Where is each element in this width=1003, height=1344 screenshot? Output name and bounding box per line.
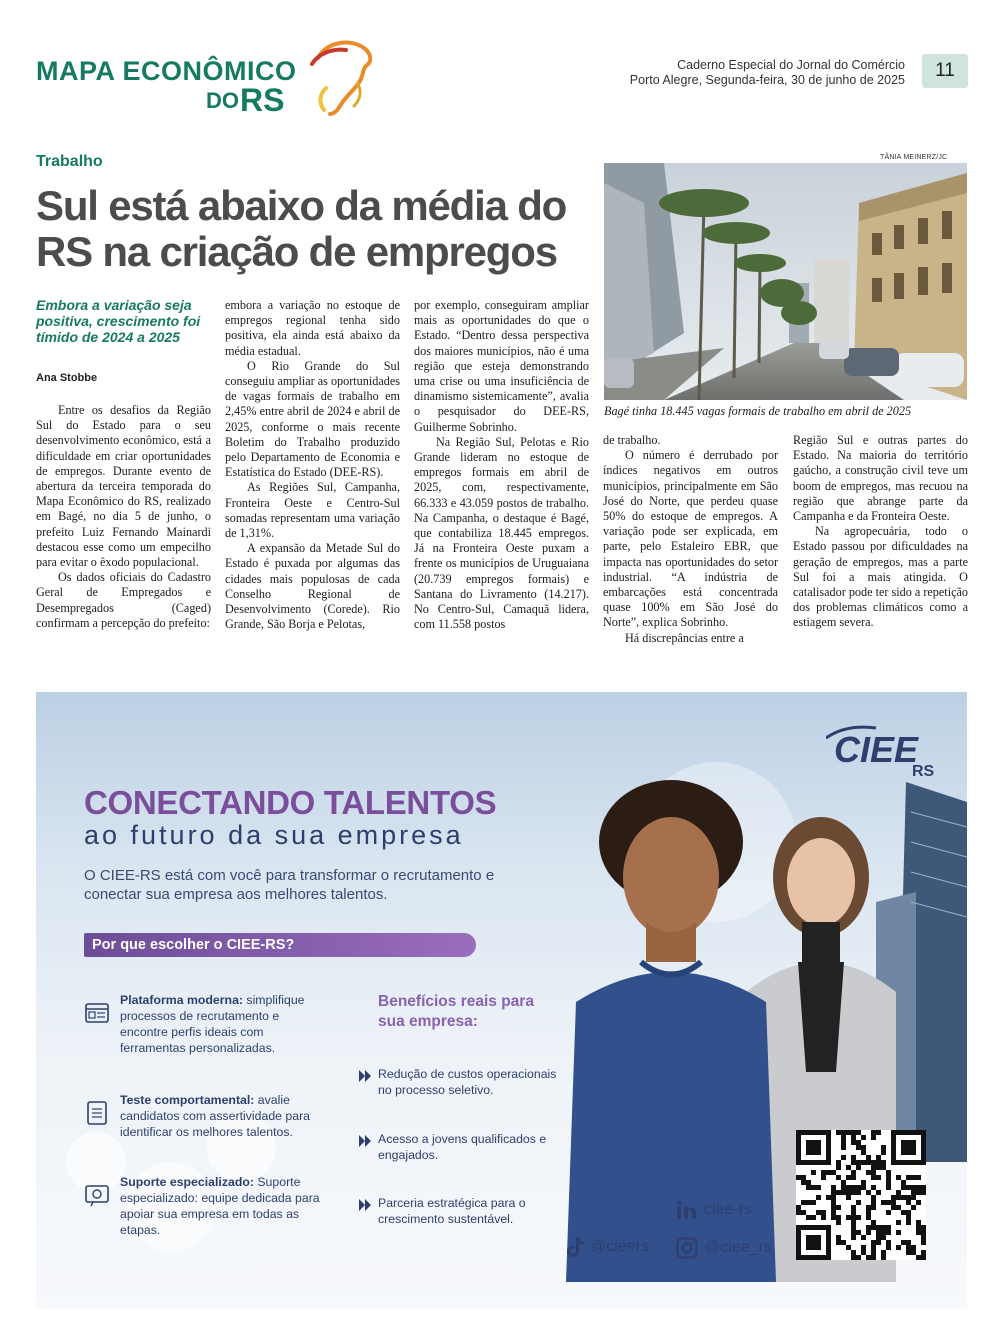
logo-subtext: RS: [912, 763, 935, 776]
benefit-text: Parceria estratégica para o crescimento sustentável.: [378, 1196, 526, 1226]
byline: Ana Stobbe: [36, 372, 98, 384]
ad-subtitle: ao futuro da sua empresa: [84, 820, 464, 850]
paragraph: Entre os desafios da Região Sul do Estado para o seu desenvolvimento econômico, está a dificuldade em criar oportunidades de empregos. Durante evento de abertura da terceira temporada do Mapa Econômico do RS, realizado em Bagé, no dia 5 de junho, o prefeito Luiz Fernando Mainardi destacou esse como um empecilho para evitar o êxodo populacional.: [36, 403, 211, 570]
feature-description: avalie candidatos com assertividade para identificar os melhores talentos.: [120, 1093, 311, 1139]
page-number: 11: [922, 54, 968, 88]
subhead: Embora a variação seja positiva, crescimento foi tímido de 2024 a 2025: [36, 297, 201, 345]
ad-intro: O CIEE-RS está com você para transformar o recrutamento e conectar sua empresa aos melhores talentos.: [84, 867, 495, 903]
feature-description: simplifique processos de recrutamento e encontre perfis ideais com ferramentas personalizadas.: [120, 993, 305, 1055]
masthead-logo: [36, 36, 346, 118]
linkedin-handle: ciee-rs: [704, 1201, 753, 1219]
publication-date: Porto Alegre, Segunda-feira, 30 de junho de 2025: [629, 73, 905, 87]
benefit-text: Acesso a jovens qualificados e engajados.: [378, 1132, 547, 1162]
chevron-right-icon: [358, 1070, 372, 1082]
logo-rs: RS: [240, 82, 285, 118]
benefits-title: Benefícios reais para sua empresa:: [378, 993, 534, 1030]
article-column-4: [603, 433, 778, 646]
paragraph: de trabalho.: [603, 433, 661, 447]
platform-icon: [84, 1000, 110, 1026]
instagram-handle: @ciee_rs: [704, 1239, 772, 1257]
paragraph: por exemplo, conseguiram ampliar mais as oportunidades do que o Estado. “Dentro dessa perspectiva dos maiores municípios, não é uma região que esteja demonstrando uma crise ou uma insuficiência de dinamismo sistemicamente”, avalia o pesquisador do DEE-RS, Guilherme Sobrinho.: [414, 298, 589, 434]
paragraph: A expansão da Metade Sul do Estado é puxada por algumas das cidades mais populosas de cada Conselho Regional de Desenvolvimento (Corede). Rio Grande, São Borja e Pelotas,: [225, 541, 400, 632]
tiktok-icon: [566, 1237, 584, 1257]
ciee-logo: [826, 720, 946, 776]
support-icon: [84, 1182, 110, 1208]
publication-name: Caderno Especial do Jornal do Comércio: [677, 58, 905, 72]
feature-title: Plataforma moderna:: [120, 993, 243, 1007]
street-photo: [604, 163, 967, 400]
article-column-5: [793, 433, 968, 631]
tiktok-link[interactable]: [566, 1237, 649, 1257]
logo-text: CIEE: [834, 729, 919, 770]
paragraph: Região Sul e outras partes do Estado. Na maioria do território gaúcho, a construção civil teve um boom de empregos, mas recuou na região que abrange parte da Campanha e da Fronteira Oeste.: [793, 433, 968, 524]
photo-caption: Bagé tinha 18.445 vagas formais de trabalho em abril de 2025: [604, 404, 912, 418]
qr-code[interactable]: [796, 1130, 926, 1260]
photo-credit: TÂNIA MEINERZ/JC: [880, 154, 948, 161]
article-column-2: [225, 298, 400, 632]
benefit-text: Redução de custos operacionais no processo seletivo.: [378, 1067, 557, 1097]
tiktok-handle: @cieers: [590, 1238, 649, 1256]
logo-line1: MAPA ECONÔMICO: [36, 56, 297, 86]
paragraph: Há discrepâncias entre a: [625, 630, 744, 645]
ciee-advertisement[interactable]: [36, 692, 967, 1309]
paragraph: embora a variação no estoque de empregos regional tenha sido positiva, ela ainda está abaixo da média estadual.: [225, 298, 400, 358]
section-label: Trabalho: [36, 153, 103, 170]
feature-title: Suporte especializado:: [120, 1175, 254, 1189]
feature-text: [120, 1092, 325, 1140]
feature-title: Teste comportamental:: [120, 1093, 255, 1107]
linkedin-icon: [676, 1200, 698, 1220]
chevron-right-icon: [358, 1135, 372, 1147]
header-info: [630, 58, 905, 88]
instagram-icon: [676, 1237, 698, 1259]
linkedin-link[interactable]: [676, 1200, 752, 1220]
why-choose-banner: Por que escolher o CIEE-RS?: [84, 933, 476, 957]
feature-text: [120, 992, 325, 1056]
test-icon: [84, 1100, 110, 1126]
logo-do: DO: [206, 88, 239, 113]
paragraph: Os dados oficiais do Cadastro Geral de Empregados e Desempregados (Caged) confirmam a percepção do prefeito:: [36, 570, 211, 630]
article-column-1: [36, 403, 211, 631]
rs-map-icon: [298, 36, 376, 118]
feature-text: [120, 1174, 325, 1238]
street-scene-illustration: [604, 163, 967, 400]
paragraph: As Regiões Sul, Campanha, Fronteira Oeste e Centro-Sul somadas representam uma variação de 1,31%.: [225, 480, 400, 541]
instagram-link[interactable]: [676, 1237, 772, 1259]
article-column-3: [414, 298, 589, 632]
headline: Sul está abaixo da média do RS na criação de empregos: [36, 182, 567, 275]
chevron-right-icon: [358, 1199, 372, 1211]
feature-description: Suporte especializado: equipe dedicada para apoiar sua empresa em todas as etapas.: [120, 1175, 320, 1237]
ad-title: CONECTANDO TALENTOS: [84, 784, 497, 821]
paragraph: Na agropecuária, todo o Estado passou por dificuldades na geração de empregos, mas a parte Sul foi a mais atingida. O catalisador pode ter sido a repetição dos problemas climáticos como a estiagem severa.: [793, 524, 968, 630]
paragraph: Na Região Sul, Pelotas e Rio Grande lideram no estoque de empregos formais em abril de 2025, com, respectivamente, 66.333 e 43.059 postos de trabalho. Na Campanha, o destaque é Bagé, que contabiliza 18.445 empregos. Já na Fronteira Oeste puxam a frente os municípios de Uruguaiana (20.739 empregos formais) e Santana do Livramento (14.217). No Centro-Sul, Camaquã lidera, com 11.558 postos: [414, 434, 589, 632]
paragraph: O Rio Grande do Sul conseguiu ampliar as oportunidades de vagas formais de trabalho em 2,45% entre abril de 2024 e abril de 2025, conforme o mais recente Boletim do Trabalho produzido pelo Departamento de Economia e Estatística do Estado (DEE-RS).: [225, 358, 400, 480]
paragraph: O número é derrubado por índices negativos em outros municípios, principalmente em São José do Norte, que perdeu quase 50% do estoque de empregos. A variação pode ser explicada, em parte, pelo Estaleiro EBR, que impacta nas oportunidades do setor industrial. “A indústria de embarcações está concentrada quase 100% em São José do Norte”, explica Sobrinho.: [603, 448, 778, 630]
